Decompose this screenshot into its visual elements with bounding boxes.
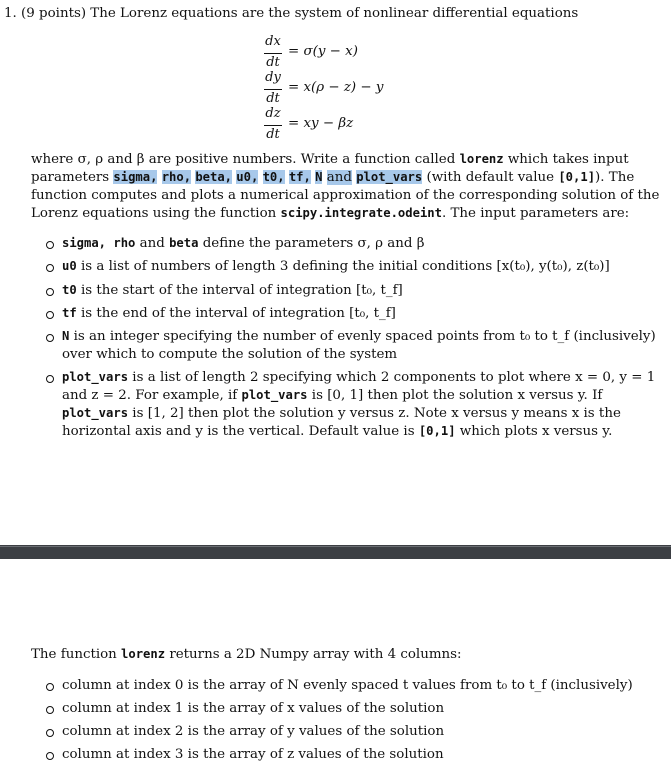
param-N	[62, 329, 656, 344]
param-plot-vars-line-4	[62, 424, 612, 439]
bullet-icon	[46, 264, 54, 272]
text: and	[135, 236, 170, 251]
eq2-denominator: dt	[266, 91, 280, 106]
text: (with default value	[422, 170, 559, 185]
returns-intro	[31, 647, 462, 662]
code-t0-selected[interactable]: t0,	[262, 170, 285, 184]
text: ). The	[595, 170, 635, 185]
code: plot_vars	[241, 388, 308, 402]
bullet-icon	[46, 752, 54, 760]
code: beta	[169, 236, 199, 250]
paragraph-line-2	[31, 170, 634, 185]
text: is a list of length 2 specifying which 2 components to plot where x = 0, y = 1	[128, 370, 656, 385]
code-u0-selected[interactable]: u0,	[236, 170, 259, 184]
eq1-rhs: = σ(y − x)	[288, 44, 358, 59]
code-beta-selected[interactable]: beta,	[195, 170, 233, 184]
page-divider-highlight	[0, 546, 671, 547]
param-tf	[62, 306, 396, 321]
eq3-denominator: dt	[266, 127, 280, 142]
problem-header: 1. (9 points) The Lorenz equations are the system of nonlinear differential equations	[4, 6, 579, 21]
bullet-icon	[46, 241, 54, 249]
code: N	[62, 329, 70, 343]
param-t0	[62, 283, 403, 298]
text: is [0, 1] then plot the solution x versus y. If	[307, 388, 603, 403]
text: is an integer specifying the number of evenly spaced points from t₀ to t_f (inclusively)	[69, 329, 656, 344]
return-item: column at index 0 is the array of N evenly spaced t values from t₀ to t_f (inclusively)	[62, 678, 633, 693]
text: returns a 2D Numpy array with 4 columns:	[165, 647, 462, 662]
text-and-selected[interactable]: and	[326, 170, 352, 185]
text: horizontal axis and y is the vertical. Default value is	[62, 424, 419, 439]
bullet-icon	[46, 706, 54, 714]
code-sigma-selected[interactable]: sigma,	[113, 170, 158, 184]
param-sigma-rho-beta	[62, 236, 424, 251]
eq3-fraction-bar	[264, 125, 282, 126]
eq2-rhs: = x(ρ − z) − y	[288, 80, 384, 95]
code-odeint: scipy.integrate.odeint	[280, 206, 442, 220]
return-item: column at index 3 is the array of z values of the solution	[62, 747, 444, 762]
text: is the end of the interval of integration [t₀, t_f]	[76, 306, 396, 321]
text: The function	[31, 647, 122, 662]
bullet-icon	[46, 288, 54, 296]
code: t0	[62, 283, 77, 297]
paragraph-line-4	[31, 206, 629, 221]
code-tf-selected[interactable]: tf,	[288, 170, 311, 184]
paragraph-line-3: function computes and plots a numerical approximation of the corresponding solution of the	[31, 188, 660, 203]
text: define the parameters σ, ρ and β	[198, 236, 425, 251]
text: and z = 2. For example, if	[62, 388, 242, 403]
code: sigma, rho	[62, 236, 136, 250]
param-N-line-2: over which to compute the solution of the system	[62, 347, 398, 362]
bullet-icon	[46, 683, 54, 691]
code-rho-selected[interactable]: rho,	[161, 170, 192, 184]
eq3-rhs: = xy − βz	[288, 116, 354, 131]
param-u0	[62, 259, 610, 274]
param-plot-vars	[62, 370, 655, 385]
param-plot-vars-line-3	[62, 406, 621, 421]
code-N-selected[interactable]: N	[315, 170, 323, 184]
code: plot_vars	[62, 370, 129, 384]
text: is a list of numbers of length 3 defining the initial conditions [x(t₀), y(t₀), z(t₀)]	[76, 259, 610, 274]
code-lorenz: lorenz	[459, 152, 504, 166]
bullet-icon	[46, 375, 54, 383]
text: is the start of the interval of integration [t₀, t_f]	[76, 283, 403, 298]
eq1-denominator: dt	[266, 55, 280, 70]
bullet-icon	[46, 729, 54, 737]
text: Lorenz equations using the function	[31, 206, 281, 221]
return-item: column at index 2 is the array of y values of the solution	[62, 724, 445, 739]
code: tf	[62, 306, 77, 320]
text: . The input parameters are:	[441, 206, 630, 221]
bullet-icon	[46, 311, 54, 319]
eq2-numerator: dy	[265, 70, 281, 85]
code-plot-vars-selected[interactable]: plot_vars	[356, 170, 423, 184]
code-default-value: [0,1]	[558, 170, 596, 184]
text: parameters	[31, 170, 114, 185]
param-plot-vars-line-2	[62, 388, 602, 403]
bullet-icon	[46, 334, 54, 342]
page-divider	[0, 545, 671, 559]
return-item: column at index 1 is the array of x values of the solution	[62, 701, 445, 716]
code-lorenz: lorenz	[121, 647, 166, 661]
code: u0	[62, 259, 77, 273]
text: which takes input	[503, 152, 629, 167]
eq3-numerator: dz	[265, 106, 281, 121]
paragraph-line-1	[31, 152, 629, 167]
code: plot_vars	[62, 406, 129, 420]
code: [0,1]	[418, 424, 456, 438]
text: which plots x versus y.	[455, 424, 613, 439]
text: where σ, ρ and β are positive numbers. Write a function called	[31, 152, 460, 167]
text: is [1, 2] then plot the solution y versus z. Note x versus y means x is the	[128, 406, 621, 421]
eq1-numerator: dx	[265, 34, 281, 49]
eq2-fraction-bar	[264, 89, 282, 90]
eq1-fraction-bar	[264, 53, 282, 54]
